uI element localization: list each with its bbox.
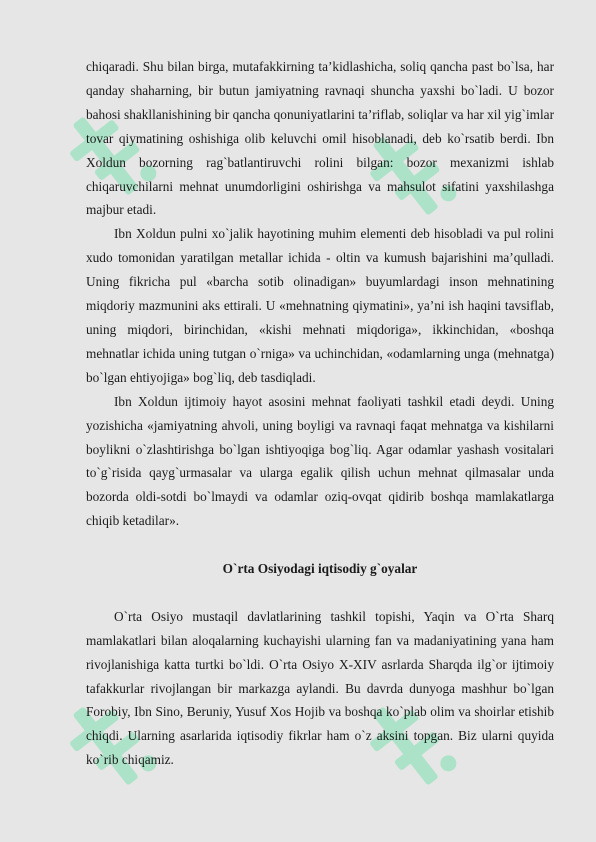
paragraph: Ibn Xoldun ijtimoiy hayot asosini mehnat faoliyati tashkil etadi deydi. Uning yozishicha «jamiyatning ahvoli, uning boyligi va ravnaqi faqat mehnatga va kishilarni boylikni o`zlashtirishga bo`lgan ishtiyoqiga bog`liq. Agar odamlar yashash vositalari to`g`risida qayg`urmasalar va ularga egalik qilish uchun mehnat qilmasalar unda bozorda oldi-sotdi bo`lmaydi va odamlar oziq-ovqat qidirib boshqa mamlakatlarga chiqib ketadilar». <box>86 393 554 529</box>
section-heading: O`rta Osiyodagi iqtisodiy g`oyalar <box>222 561 418 577</box>
paragraph: chiqaradi. Shu bilan birga, mutafakkirning ta’kidlashicha, soliq qancha past bo`lsa, har qanday shaharning, bir butun jamiyatning ravnaqi shuncha yaxshi bo`ladi. U bozor bahosi shakllanishining bir qancha qonuniyatlarini ta’riflab, soliqlar va har xil yig`imlar tovar qiymatining oshishiga olib keluvchi omil hisoblanadi, deb ko`rsatib berdi. Ibn Xoldun bozorning rag`batlantiruvchi rolini bilgan: bozor mexanizmi ishlab chiqaruvchilarni mehnat unumdorligini oshirishga va mahsulot sifatini yaxshilashga majbur etadi. <box>86 59 554 218</box>
document-body <box>86 55 554 772</box>
spacer <box>86 581 554 605</box>
spacer <box>86 533 554 557</box>
paragraph: O`rta Osiyo mustaqil davlatlarining tashkil topishi, Yaqin va O`rta Sharq mamlakatlari bilan aloqalarning kuchayishi ularning fan va madaniyatining yana ham rivojlanishiga katta turtki bo`ldi. O`rta Osiyo X-XIV asrlarda Sharqda ilg`or ijtimoiy tafakkurlar rivojlangan bir markazga aylandi. Bu davrda dunyoga mashhur bo`lgan Forobiy, Ibn Sino, Beruniy, Yusuf Xos Hojib va boshqa ko`plab olim va shoirlar etishib chiqdi. Ularning asarlarida iqtisodiy fikrlar ham o`z aksini topgan. Biz ularni quyida ko`rib chiqamiz. <box>86 608 554 768</box>
paragraph: Ibn Xoldun pulni xo`jalik hayotining muhim elementi deb hisobladi va pul rolini xudo tomonidan yaratilgan metallar ichida - oltin va kumush bajarishini ma’qulladi. Uning fikricha pul «barcha sotib olinadigan» buyumlardagi inson mehnatining miqdoriy mazmunini aks ettirali. U «mehnatning qiymatini», ya’ni ish haqini tavsiflab, uning miqdori, birinchidan, «kishi mehnati miqdoriga», ikkinchidan, «boshqa mehnatlar ichida uning tutgan o`rniga» va uchinchidan, «odamlarning unga (mehnatga) bo`lgan ehtiyojiga» bog`liq, deb tasdiqladi. <box>86 226 554 385</box>
